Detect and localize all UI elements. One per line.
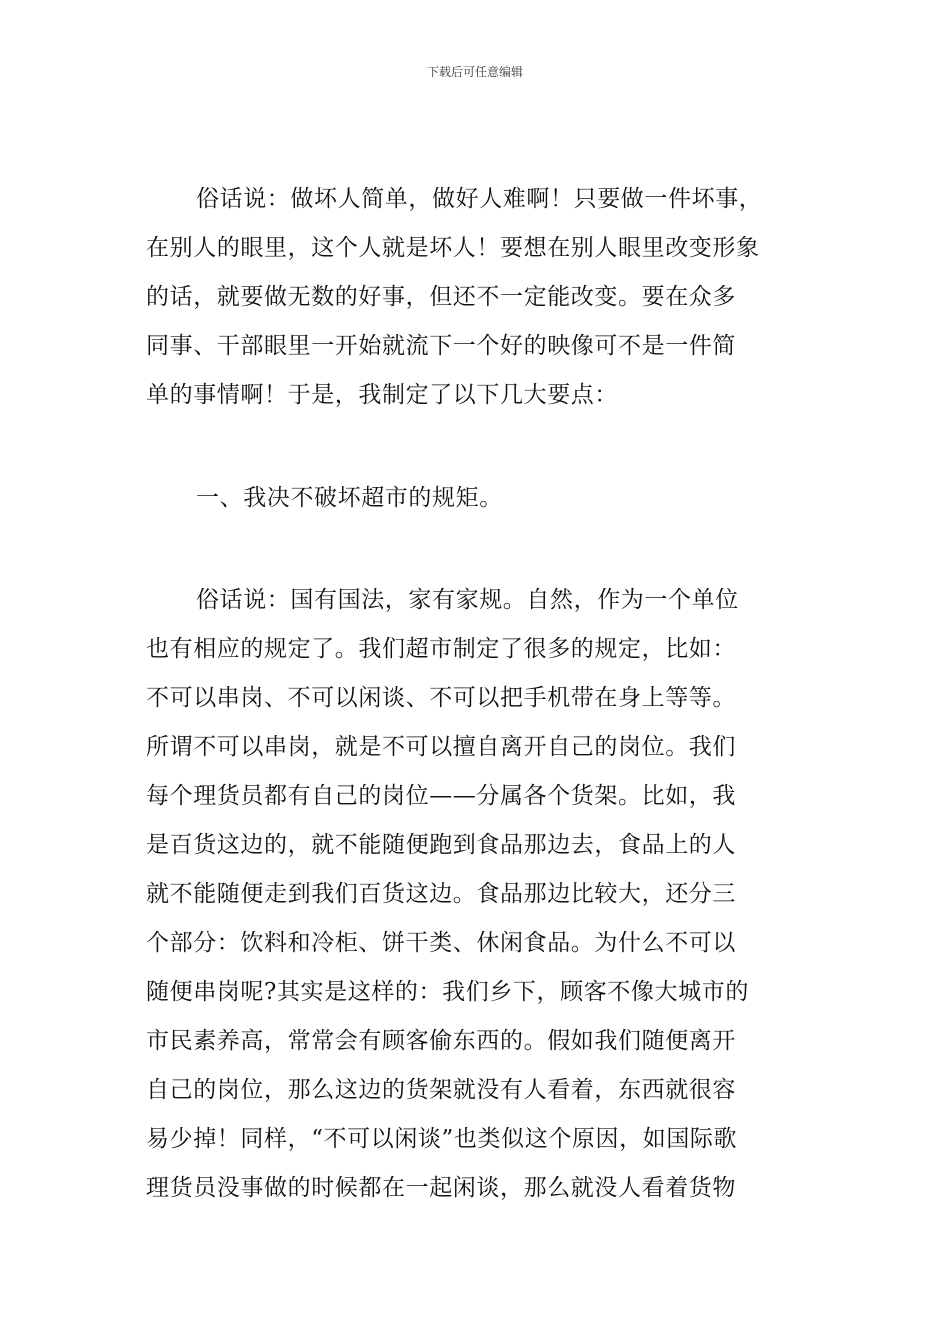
text-line: 市民素养高，常常会有顾客偷东西的。假如我们随便离开 bbox=[146, 1028, 736, 1054]
paragraph-rules bbox=[146, 576, 814, 1213]
page-header: 下载后可任意编辑 bbox=[426, 65, 523, 79]
text-line: 就不能随便走到我们百货这边。食品那边比较大，还分三 bbox=[146, 881, 736, 907]
text-line: 也有相应的规定了。我们超市制定了很多的规定，比如： bbox=[146, 636, 736, 662]
text-line: 俗话说：做坏人简单，做好人难啊！只要做一件坏事， bbox=[196, 186, 763, 212]
text-line: 的话，就要做无数的好事，但还不一定能改变。要在众多 bbox=[146, 284, 736, 310]
heading-line: 一、我决不破坏超市的规矩。 bbox=[196, 485, 503, 511]
text-line: 在别人的眼里，这个人就是坏人！要想在别人眼里改变形象 bbox=[146, 235, 760, 261]
text-line: 理货员没事做的时候都在一起闲谈，那么就没人看着货物 bbox=[146, 1175, 736, 1201]
text-line: 易少掉！同样，“不可以闲谈”也类似这个原因，如国际歌 bbox=[146, 1126, 738, 1152]
text-line: 单的事情啊！于是，我制定了以下几大要点： bbox=[146, 382, 618, 408]
section-heading bbox=[146, 474, 814, 523]
text-line: 同事、干部眼里一开始就流下一个好的映像可不是一件简 bbox=[146, 333, 736, 359]
text-line: 每个理货员都有自己的岗位——分属各个货架。比如，我 bbox=[146, 783, 736, 809]
paragraph-intro bbox=[146, 175, 814, 420]
text-line: 所谓不可以串岗，就是不可以擅自离开自己的岗位。我们 bbox=[146, 734, 736, 760]
text-line: 不可以串岗、不可以闲谈、不可以把手机带在身上等等。 bbox=[146, 685, 736, 711]
text-line: 俗话说：国有国法，家有家规。自然，作为一个单位 bbox=[196, 587, 739, 613]
text-line: 个部分：饮料和冷柜、饼干类、休闲食品。为什么不可以 bbox=[146, 930, 736, 956]
text-line: 自己的岗位，那么这边的货架就没有人看着，东西就很容 bbox=[146, 1077, 736, 1103]
text-line: 随便串岗呢?其实是这样的：我们乡下，顾客不像大城市的 bbox=[146, 979, 749, 1005]
text-line: 是百货这边的，就不能随便跑到食品那边去，食品上的人 bbox=[146, 832, 736, 858]
